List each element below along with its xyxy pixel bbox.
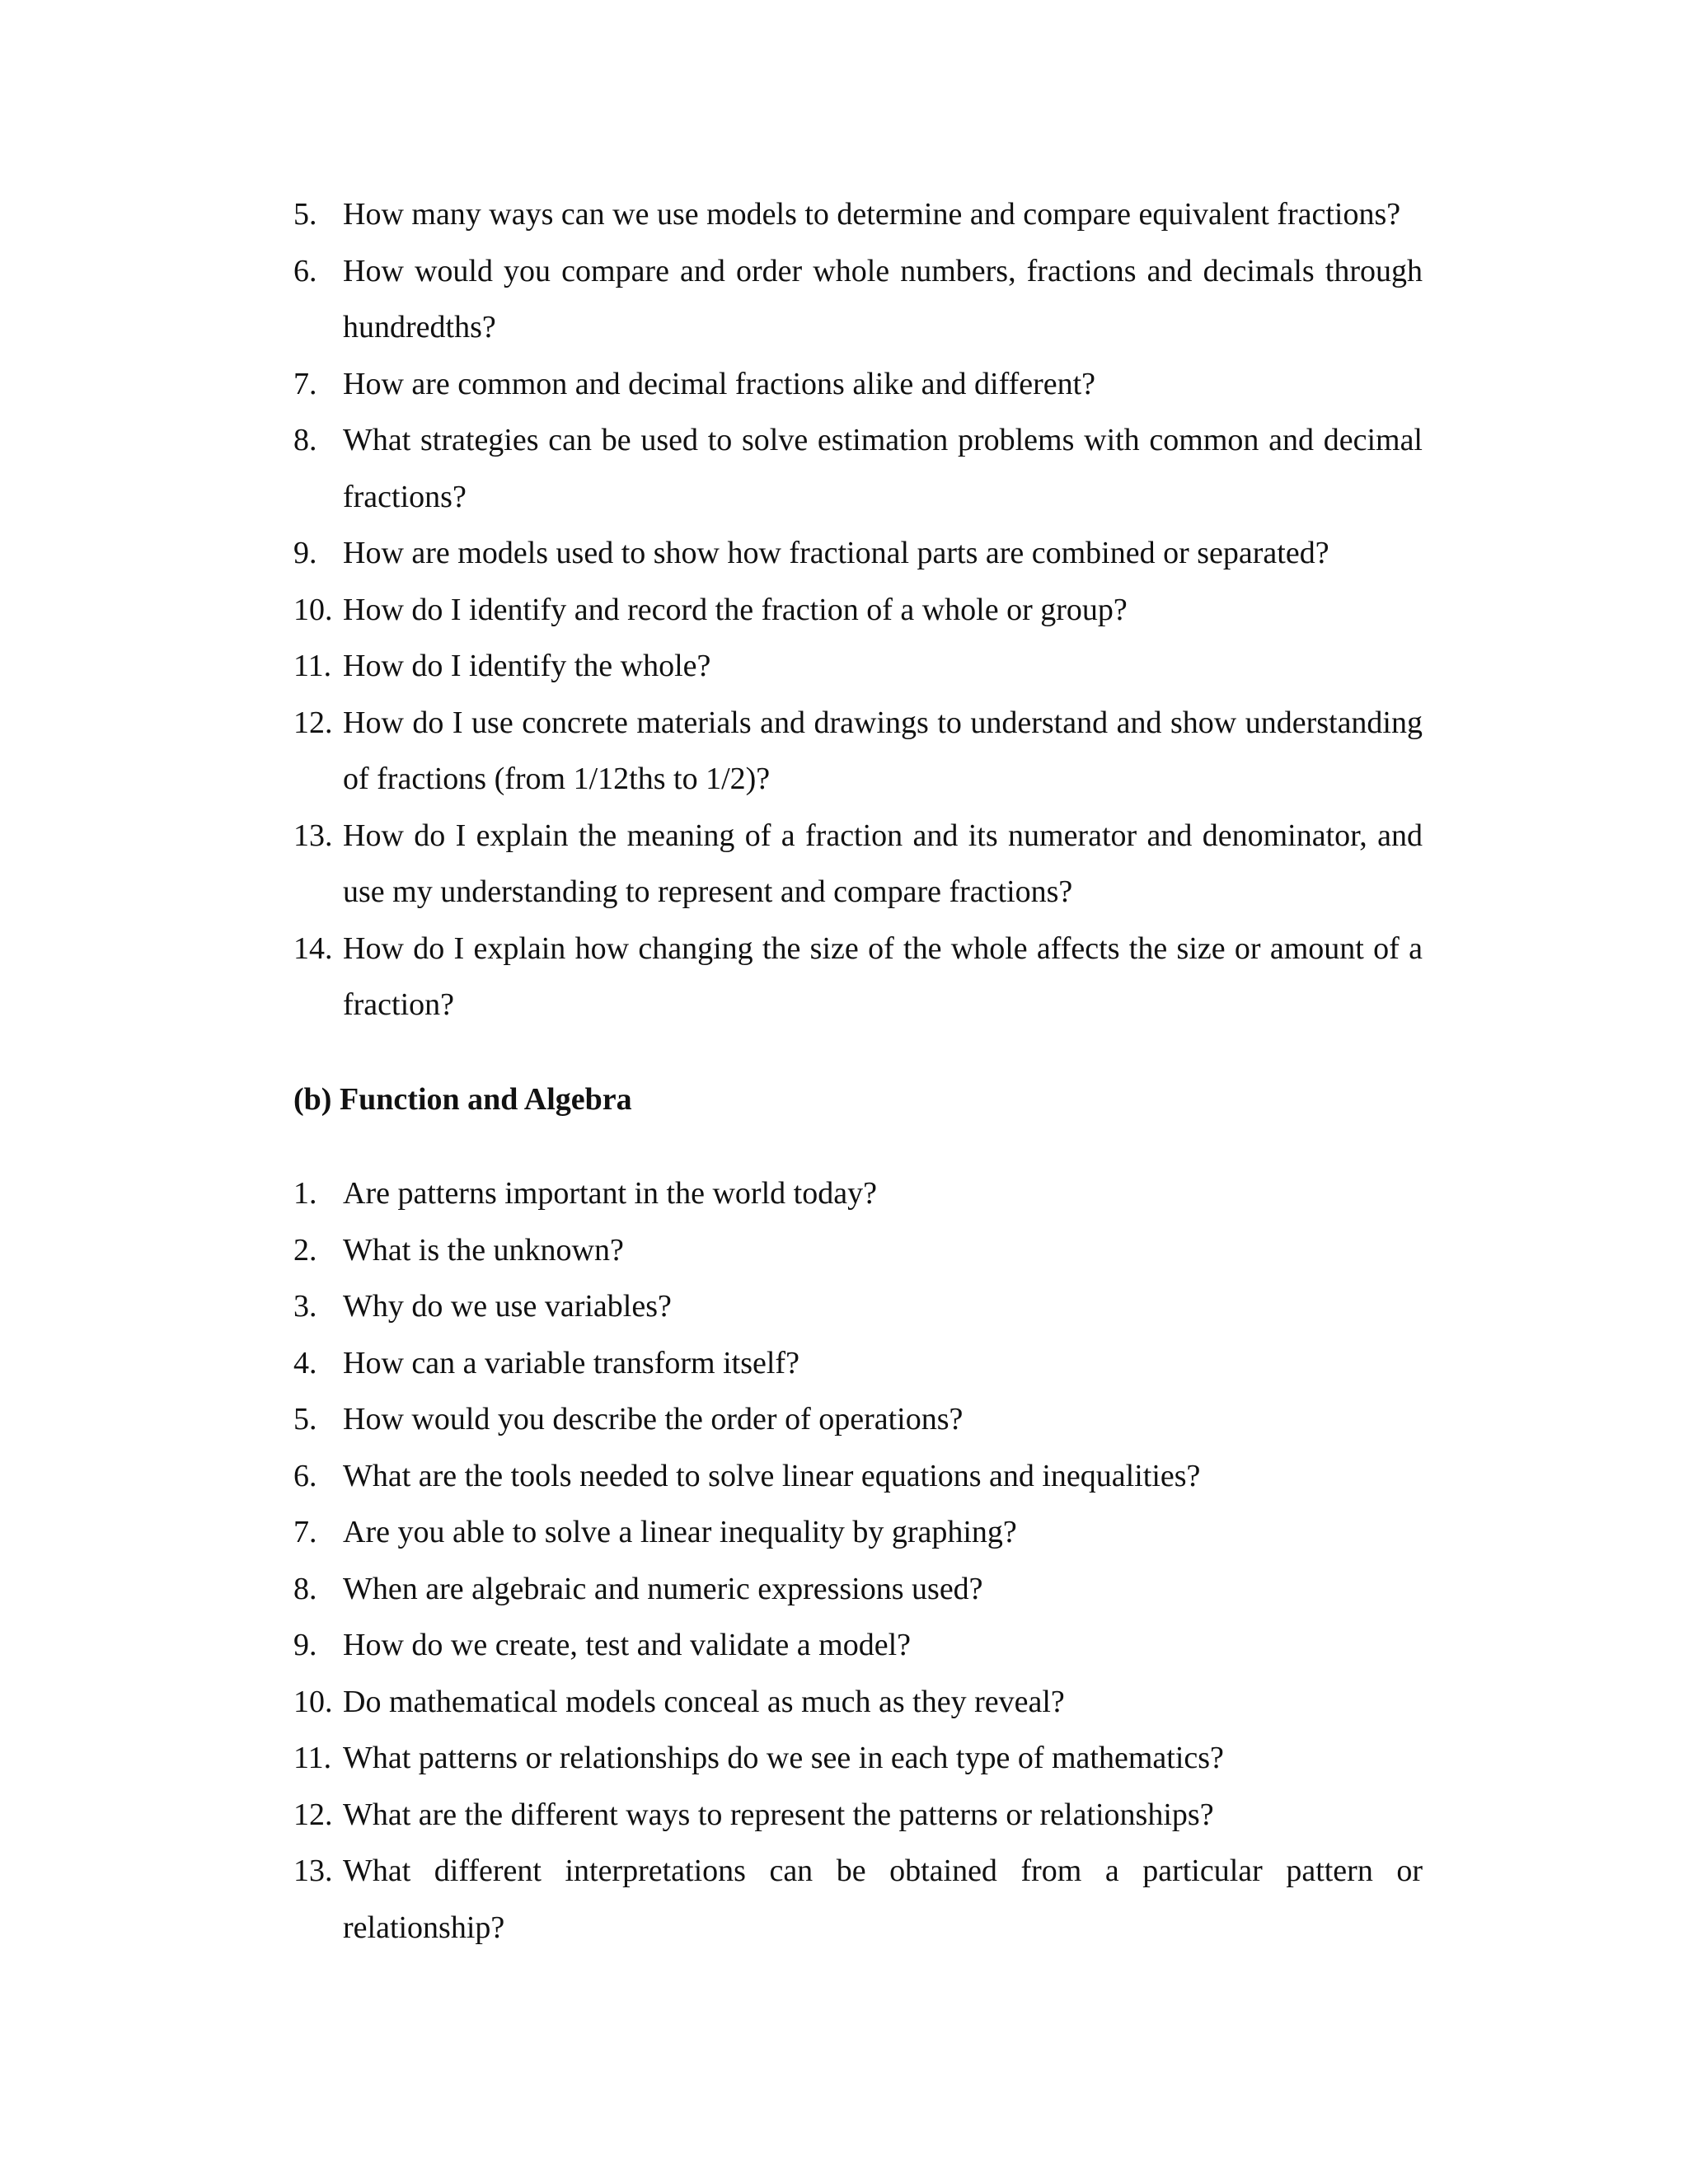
list-item — [293, 1448, 1423, 1505]
item-number: 10. — [293, 1684, 333, 1719]
list-item — [293, 1504, 1423, 1561]
item-text: How do I identify and record the fraction of a whole or group? — [343, 592, 1128, 627]
item-text: How do I explain how changing the size of the whole affects the size or amount of a fraction? — [343, 930, 1423, 1022]
section-b-question-list — [293, 1165, 1423, 1956]
item-text: Are patterns important in the world today? — [343, 1176, 877, 1211]
item-number: 13. — [293, 1854, 333, 1888]
item-number: 5. — [293, 1402, 317, 1436]
list-item — [293, 525, 1423, 582]
item-text: What patterns or relationships do we see in each type of mathematics? — [343, 1741, 1224, 1775]
item-number: 12. — [293, 705, 333, 740]
item-text: How do I explain the meaning of a fraction and its numerator and denominator, and use my understanding to represent and compare fractions? — [343, 818, 1423, 909]
list-item — [293, 1391, 1423, 1448]
list-item — [293, 1843, 1423, 1956]
item-text: What are the tools needed to solve linear equations and inequalities? — [343, 1458, 1201, 1493]
item-number: 10. — [293, 592, 333, 627]
list-item — [293, 1335, 1423, 1392]
list-item — [293, 1617, 1423, 1674]
item-text: Are you able to solve a linear inequality by graphing? — [343, 1515, 1017, 1549]
item-number: 8. — [293, 423, 317, 457]
item-text: How do we create, test and validate a model? — [343, 1628, 911, 1662]
section-heading: (b) Function and Algebra — [293, 1082, 632, 1117]
item-text: How do I use concrete materials and drawings to understand and show understanding of fractions (from 1/12ths to 1/2)? — [343, 705, 1423, 796]
item-text: How many ways can we use models to determine and compare equivalent fractions? — [343, 197, 1401, 232]
item-number: 7. — [293, 366, 317, 401]
item-text: What are the different ways to represent the patterns or relationships? — [343, 1797, 1214, 1832]
list-item — [293, 1278, 1423, 1335]
item-number: 13. — [293, 818, 333, 853]
item-number: 7. — [293, 1515, 317, 1549]
item-number: 3. — [293, 1289, 317, 1324]
list-item — [293, 243, 1423, 356]
list-item — [293, 808, 1423, 921]
item-number: 9. — [293, 536, 317, 570]
item-text: How do I identify the whole? — [343, 649, 711, 683]
list-item — [293, 921, 1423, 1033]
item-number: 5. — [293, 197, 317, 232]
item-text: Do mathematical models conceal as much as they reveal? — [343, 1684, 1065, 1719]
item-text: What is the unknown? — [343, 1232, 624, 1268]
list-item — [293, 1730, 1423, 1787]
section-a-question-list — [293, 186, 1423, 1033]
list-item — [293, 412, 1423, 525]
list-item — [293, 186, 1423, 243]
item-number: 8. — [293, 1571, 317, 1606]
item-number: 1. — [293, 1176, 317, 1211]
item-number: 2. — [293, 1232, 317, 1268]
item-number: 11. — [293, 1741, 332, 1775]
item-text: When are algebraic and numeric expressions used? — [343, 1571, 983, 1606]
list-item — [293, 695, 1423, 808]
list-item — [293, 1787, 1423, 1844]
item-number: 6. — [293, 253, 317, 288]
list-item — [293, 1561, 1423, 1618]
item-number: 9. — [293, 1628, 317, 1662]
item-text: How would you compare and order whole numbers, fractions and decimals through hundredths? — [343, 253, 1423, 344]
list-item — [293, 1674, 1423, 1731]
list-item — [293, 1222, 1423, 1279]
item-text: How can a variable transform itself? — [343, 1345, 799, 1380]
item-number: 11. — [293, 649, 332, 683]
list-item — [293, 582, 1423, 639]
item-text: What strategies can be used to solve estimation problems with common and decimal fractions? — [343, 423, 1423, 514]
list-item — [293, 638, 1423, 695]
item-text: How are common and decimal fractions alike and different? — [343, 366, 1096, 401]
item-number: 12. — [293, 1797, 333, 1832]
list-item — [293, 1165, 1423, 1222]
item-number: 4. — [293, 1345, 317, 1380]
item-number: 14. — [293, 930, 333, 966]
list-item — [293, 356, 1423, 413]
item-text: Why do we use variables? — [343, 1289, 672, 1324]
item-text: What different interpretations can be obtained from a particular pattern or relationship? — [343, 1854, 1423, 1945]
item-text: How are models used to show how fractional parts are combined or separated? — [343, 536, 1329, 570]
item-text: How would you describe the order of operations? — [343, 1402, 964, 1436]
item-number: 6. — [293, 1458, 317, 1493]
